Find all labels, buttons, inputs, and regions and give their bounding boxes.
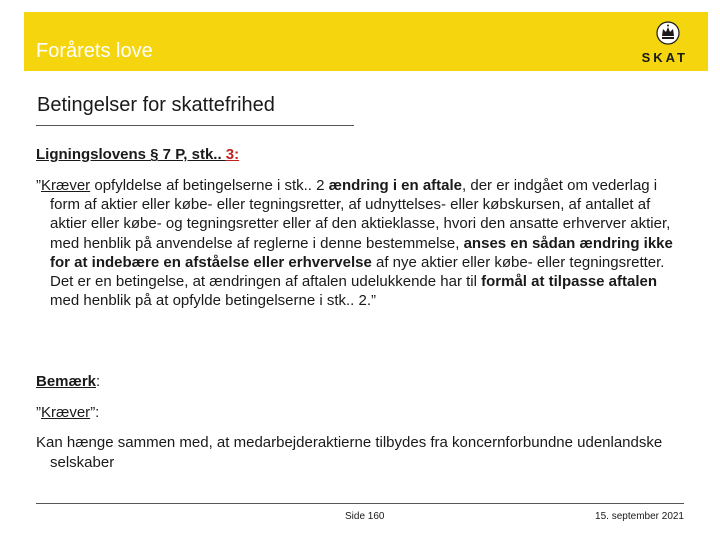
subtitle-divider [36, 125, 354, 126]
quote-part-4: med henblik på at opfylde betingelserne i stk.. 2.” [50, 292, 377, 310]
quote-bold-2: anses en sådan ændring ikke for at indebære en afståelse eller erhvervelse [50, 234, 673, 271]
footer-date: 15. september 2021 [595, 511, 684, 522]
note-text-paragraph: Kan hænge sammen med, at medarbejderaktierne tilbydes fra koncernforbundne udenlandske selskaber [36, 434, 663, 471]
page-number: Side 160 [345, 511, 385, 522]
note-label: Bemærk [36, 373, 97, 390]
note-heading [36, 373, 100, 390]
note-text [36, 433, 696, 473]
quote-open: ” [36, 177, 41, 194]
quote-kraever: Kræver [41, 177, 91, 194]
header-bar [24, 12, 708, 71]
quote-part-3: af nye aktier eller købe- eller tegningsretter. Det er en betingelse, at ændringen af aftalen udelukkende har til [50, 253, 665, 291]
quote-part-1: opfyldelse af betingelserne i stk.. 2 [90, 177, 329, 194]
law-reference-stk: 3: [225, 146, 240, 163]
law-reference-main: Ligningslovens § 7 P, stk.. [36, 146, 226, 163]
law-reference [36, 146, 239, 163]
quote-bold-3: formål at tilpasse aftalen [481, 273, 658, 291]
crown-icon [656, 20, 680, 46]
quote-part-2: , der er indgået om vederlag i form af aktier eller købe- eller tegningsretter, af udnyttelses- eller købskursen, af antallet af aktier eller købe- og tegningsretter eller af den aktieklasse, hvori den ansatte erhverver aktier, med henblik på anvendelse af reglerne i denne bestemmelse, [50, 177, 671, 252]
note-term [36, 404, 99, 421]
quote-bold-1: ændring i en aftale [328, 177, 463, 194]
note-term-close: ”: [90, 404, 100, 421]
footer-divider [36, 503, 684, 504]
logo-text: SKAT [641, 50, 688, 65]
note-colon: : [96, 373, 101, 390]
law-quote [36, 176, 688, 310]
slide-subtitle: Betingelser for skattefrihed [37, 94, 275, 116]
header-title: Forårets love [36, 40, 153, 62]
skat-logo [616, 20, 688, 66]
note-term-open: ” [36, 404, 41, 421]
note-term-word: Kræver [41, 404, 91, 421]
